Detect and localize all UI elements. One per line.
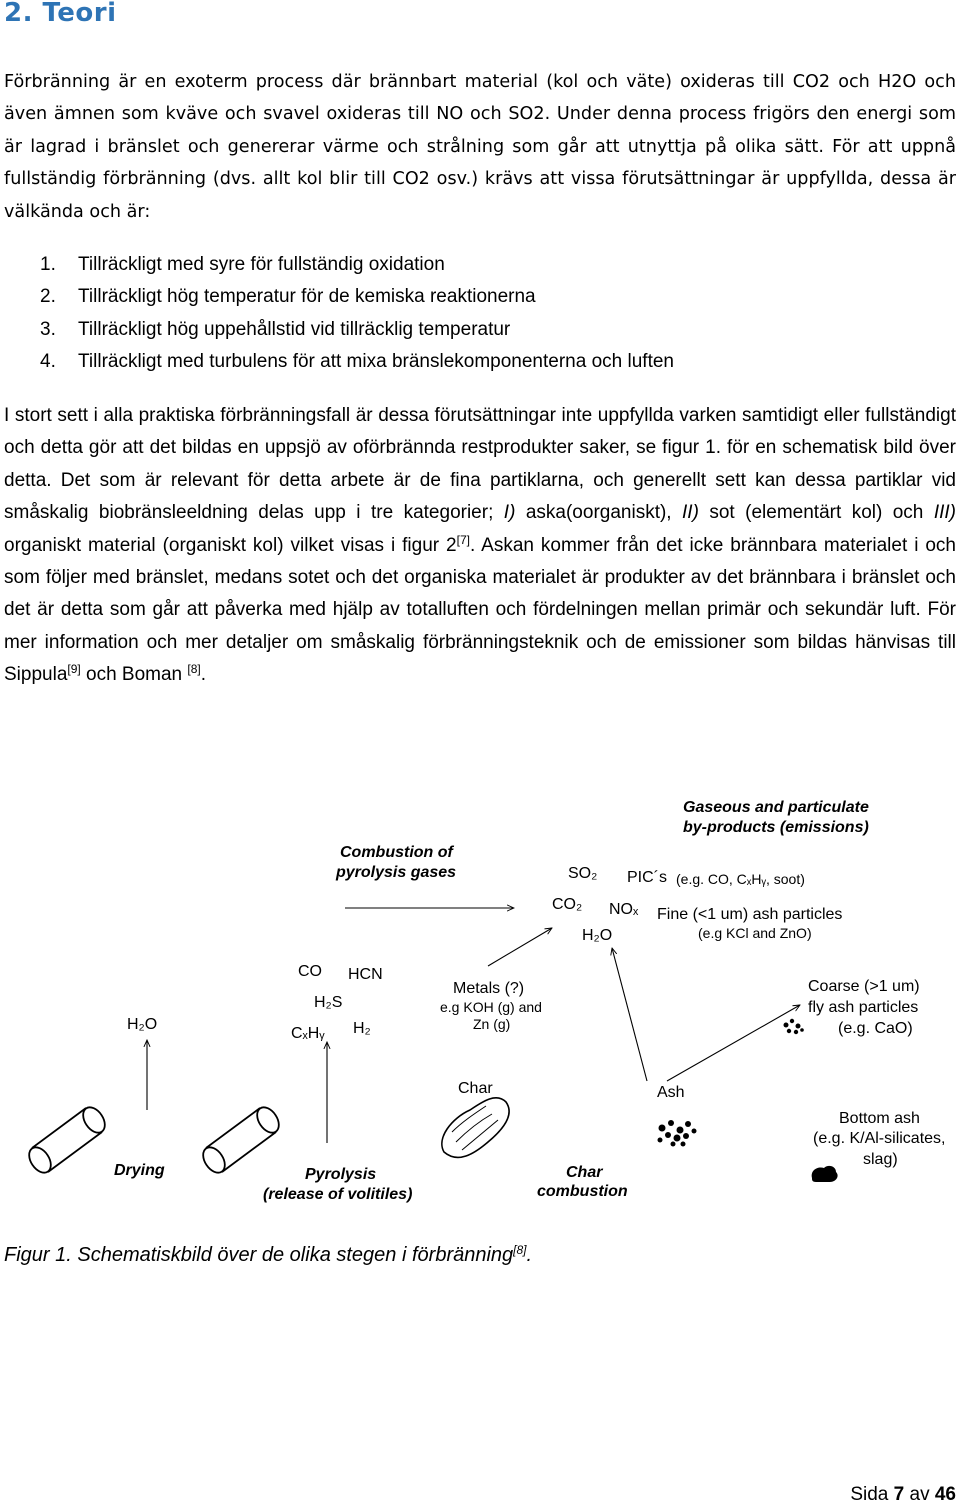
bottom-ash-line3: slag)	[863, 1151, 898, 1168]
nox-label: NOₓ	[609, 901, 639, 918]
ash-particles-icon	[658, 1120, 697, 1147]
so2-label: SO₂	[568, 865, 598, 882]
combustion-diagram	[0, 780, 960, 1220]
list-item-text: Tillräckligt hög temperatur för de kemiska reaktionerna	[78, 286, 536, 308]
fly-ash-particles-icon	[784, 1019, 804, 1034]
stage-pyrolysis-line1: Pyrolysis	[305, 1166, 377, 1183]
combustion-gases-line1: Combustion of	[340, 844, 453, 861]
section-heading: 2. Teori	[4, 0, 117, 28]
bottom-ash-line1: Bottom ash	[839, 1110, 920, 1127]
page-footer: Sida 7 av 46	[850, 1484, 956, 1505]
pic-detail-label: (e.g. CO, CₓHᵧ, soot)	[676, 871, 805, 887]
stage-char-combustion-line2: combustion	[537, 1183, 628, 1200]
figure-caption: Figur 1. Schematiskbild över de olika stegen i förbränning[8].	[4, 1243, 533, 1266]
citation-8: [8]	[187, 662, 201, 677]
char-icon	[442, 1098, 509, 1158]
list-item	[0, 249, 900, 281]
coarse-particles-line2: fly ash particles	[808, 999, 919, 1016]
metals-label-line1: Metals (?)	[453, 980, 525, 997]
bottom-ash-line2: (e.g. K/Al-silicates,	[813, 1130, 946, 1147]
citation-7: [7]	[456, 532, 470, 547]
list-item-text: Tillräckligt hög uppehållstid vid tillräcklig temperatur	[78, 318, 511, 340]
list-item	[0, 281, 900, 313]
h2-label: H₂	[353, 1020, 371, 1037]
list-item-number: 4.	[40, 351, 56, 373]
combustion-gases-line2: pyrolysis gases	[336, 864, 457, 881]
metals-label-line3: Zn (g)	[473, 1016, 511, 1032]
ash-label: Ash	[657, 1084, 685, 1101]
list-item	[0, 346, 900, 378]
coarse-particles-line3: (e.g. CaO)	[838, 1020, 913, 1037]
body-paragraph: I stort sett i alla praktiska förbränningsfall är dessa förutsättningar inte uppfyllda varken samtidigt eller fullständigt och detta gör att det bildas en uppsjö av oförbrännda restprodukter saker, se figur 1. för en schematisk bild över detta. Det som är relevant för detta arbete är de fina partiklarna, och generellt sett kan dessa partiklar vid småskalig biobränsleeldning delas upp i tre kategorier; I) aska(oorganiskt), II) sot (elementärt kol) och III) organiskt material (organiskt kol) vilket visas i figur 2[7]. Askan kommer från det icke brännbara materialet i och som följer med bränslet, medans sotet och det organiska materialet är produkter av det brännbara i bränslet och det är detta som går att påverka med hjälp av totalluften och fördelningen mellan primär och sekundär luft. För mer information och mer detaljer om småskalig förbränningsteknik och de emissioner som bildas hänvisas till Sippula[9] och Boman [8].	[4, 405, 956, 686]
emissions-title-line2: by-products (emissions)	[683, 819, 869, 836]
stage-drying-label: Drying	[114, 1162, 165, 1179]
emissions-title-line1: Gaseous and particulate	[683, 799, 869, 816]
metals-label-line2: e.g KOH (g) and	[440, 999, 542, 1015]
list-item-text: Tillräckligt med turbulens för att mixa bränslekomponenterna och luften	[78, 351, 674, 373]
stage-pyrolysis-line2: (release of volitiles)	[263, 1186, 413, 1203]
stage-char-combustion-line1: Char	[566, 1164, 603, 1181]
pic-label: PIC´s	[627, 869, 667, 886]
fine-particles-label: Fine (<1 um) ash particles	[657, 906, 843, 923]
list-item-number: 2.	[40, 286, 56, 308]
coarse-particles-line1: Coarse (>1 um)	[808, 978, 920, 995]
bottom-ash-slag-icon	[812, 1166, 838, 1182]
list-item-text: Tillräckligt med syre för fullständig oxidation	[78, 254, 445, 275]
list-item-number: 3.	[40, 318, 56, 340]
co-label: CO	[298, 963, 322, 980]
wood-log-drying-icon	[25, 1103, 110, 1176]
hcn-label: HCN	[348, 966, 383, 983]
requirements-list	[0, 249, 900, 379]
intro-paragraph: Förbränning är en exoterm process där brännbart material (kol och väte) oxideras till CO2 och H2O och även ämnen som kväve och svavel oxideras till NO och SO2. Under denna process frigörs den energi som är lagrad i bränslet och genererar värme och strålning som går att utnyttja på olika sätt. För att uppnå fullständig förbränning (dvs. allt kol blir till CO2 osv.) krävs att vissa förutsättningar är uppfyllda, dessa är välkända och är:	[4, 72, 956, 222]
list-item	[0, 314, 900, 346]
h2o-emission-label: H₂O	[582, 927, 613, 944]
caption-citation: [8]	[513, 1243, 527, 1257]
cxhy-label: CₓHᵧ	[291, 1025, 325, 1042]
h2s-label: H₂S	[314, 994, 343, 1011]
wood-log-pyrolysis-icon	[199, 1103, 284, 1176]
citation-9: [9]	[67, 662, 81, 677]
total-pages-number: 46	[934, 1484, 956, 1505]
fine-particles-detail: (e.g KCl and ZnO)	[698, 925, 812, 941]
co2-label: CO₂	[552, 896, 583, 913]
char-label: Char	[458, 1080, 493, 1097]
current-page-number: 7	[893, 1484, 905, 1505]
list-item-number: 1.	[40, 254, 56, 275]
h2o-drying-label: H₂O	[127, 1016, 158, 1033]
